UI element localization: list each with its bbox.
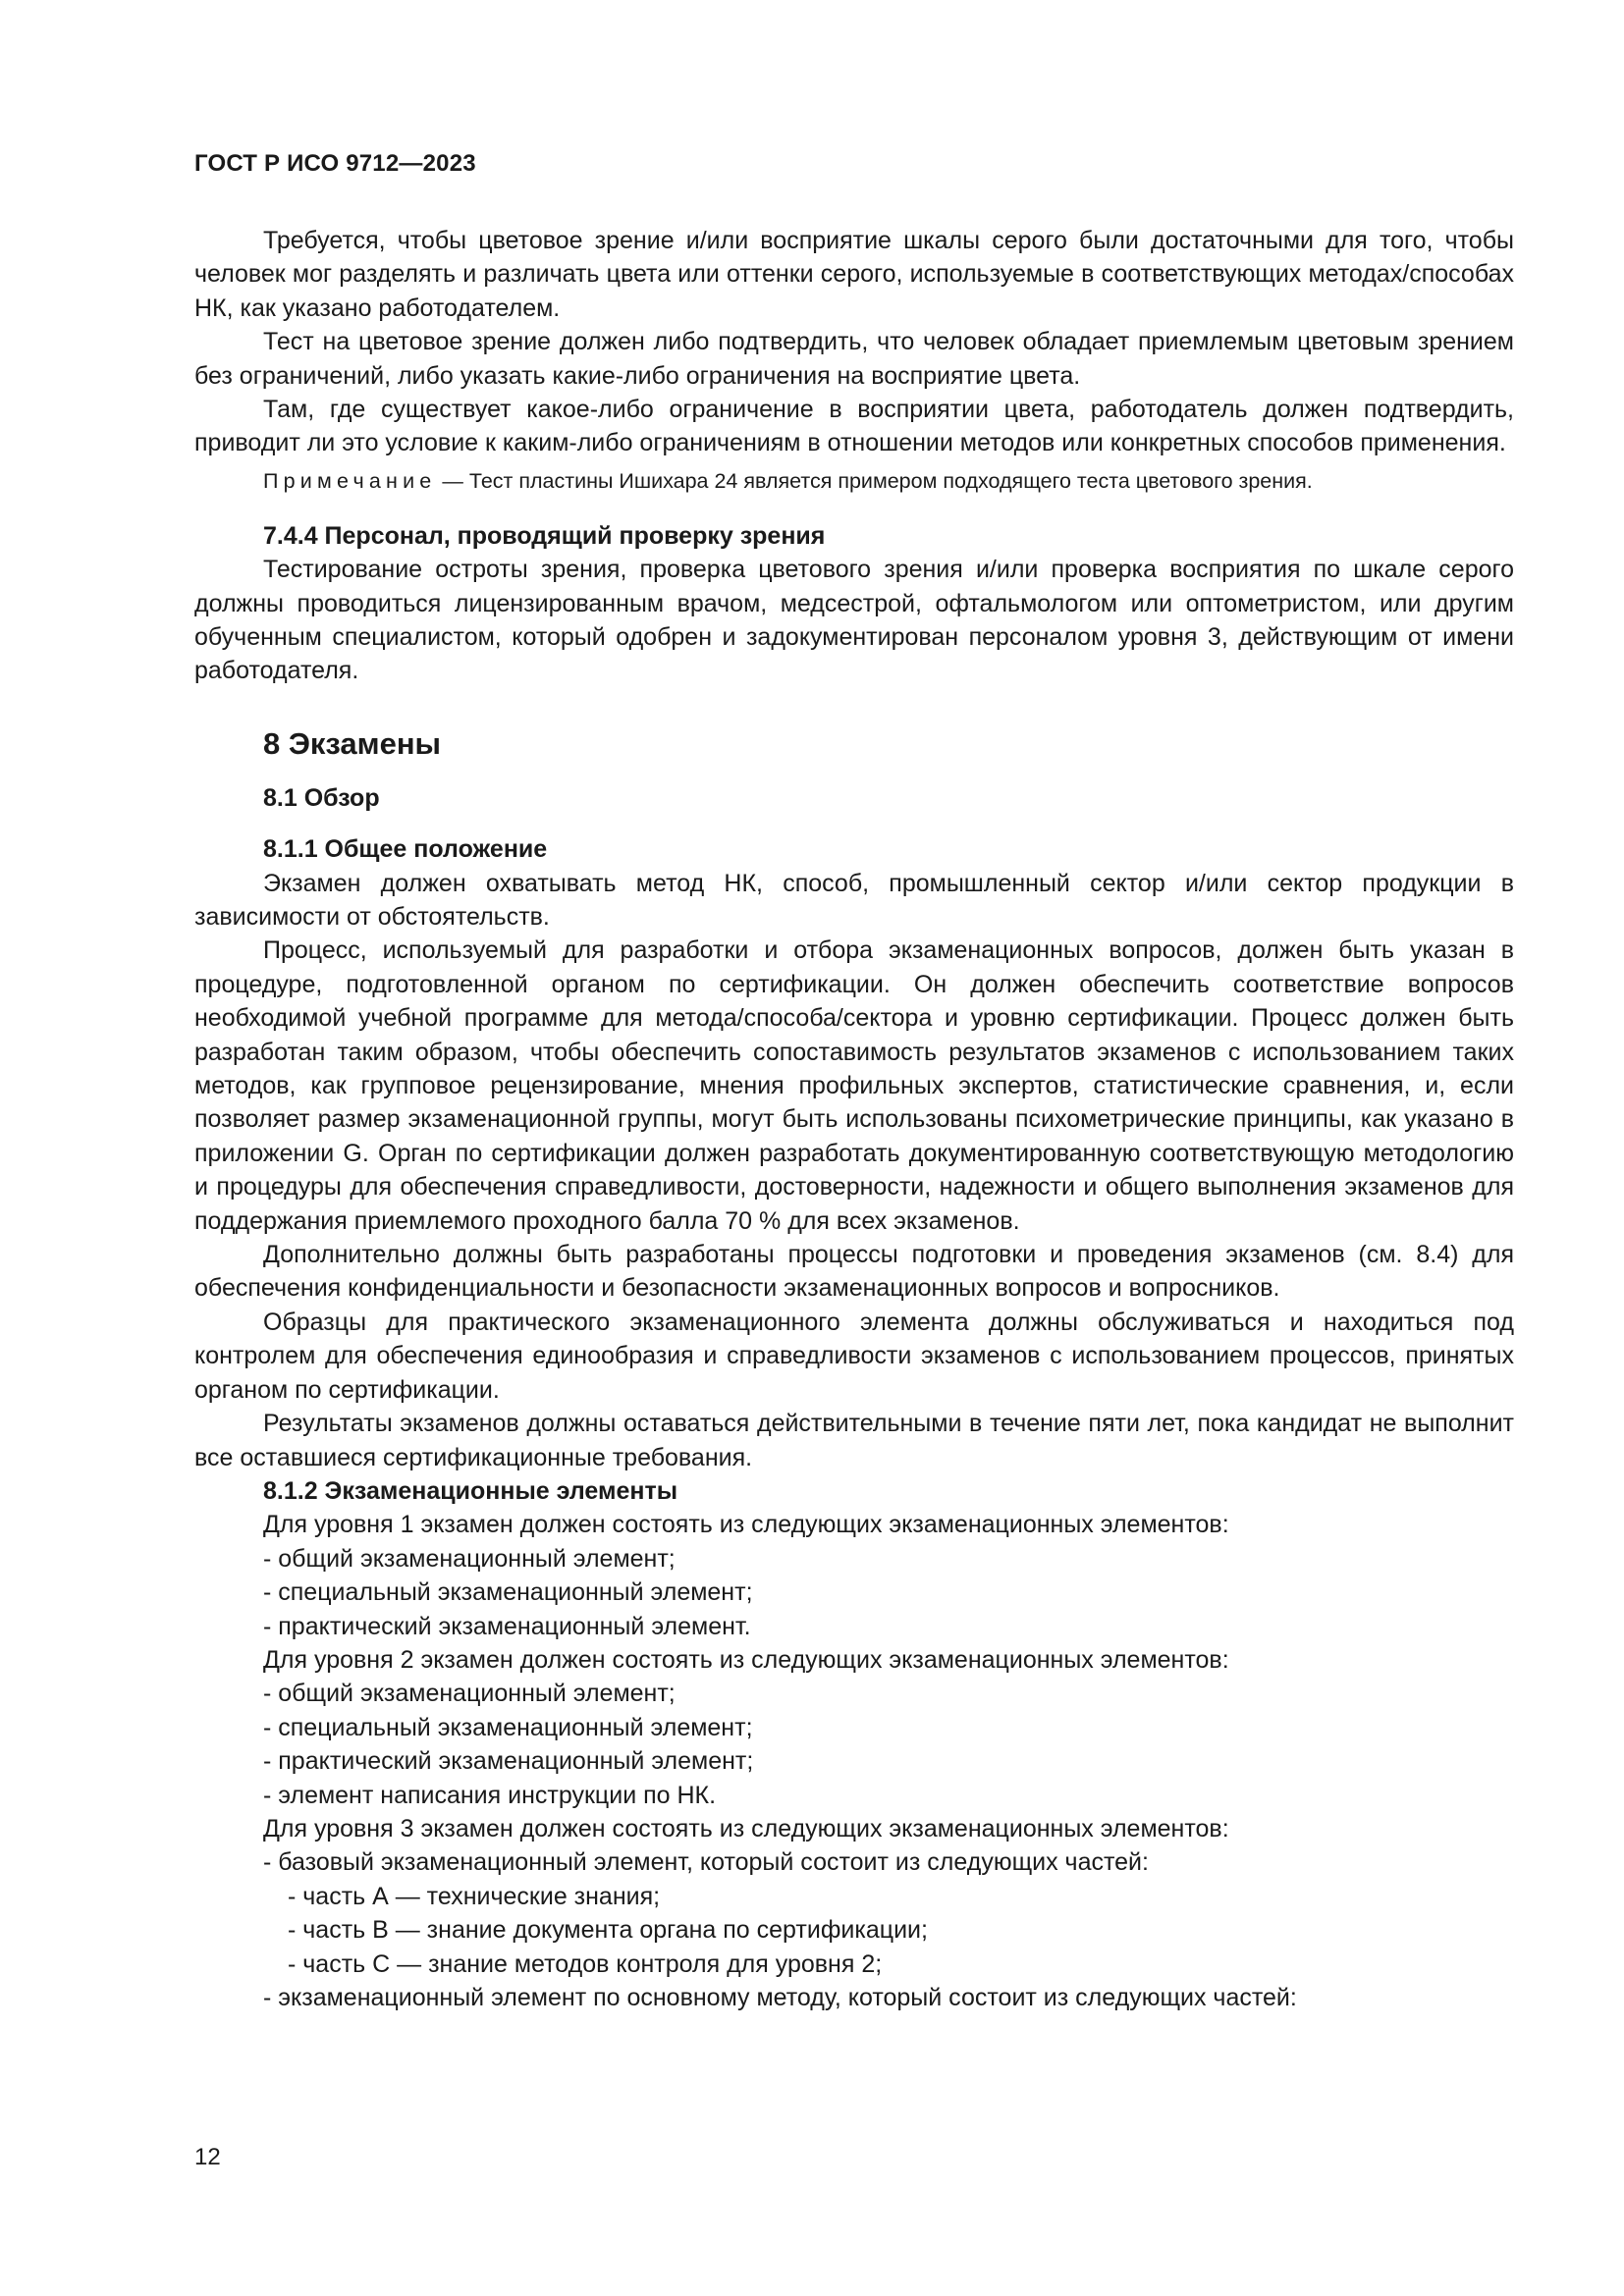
paragraph: Тестирование остроты зрения, проверка цветового зрения и/или проверка восприятия по шкале серого должны проводиться лицензированным врачом, медсестрой, офтальмологом или оптометристом, или другим обученным специалистом, который одобрен и задокументирован персоналом уровня 3, действующим от имени работодателя. — [194, 556, 1514, 685]
sub-list-item: - часть В — знание документа органа по сертификации; — [288, 1916, 928, 1945]
list-item: - экзаменационный элемент по основному методу, который состоит из следующих частей: — [263, 1984, 1297, 2011]
paragraph: Образцы для практического экзаменационного элемента должны обслуживаться и находиться под контролем для обеспечения единообразия и справедливости экзаменов с использованием процессов, принятых органом по сертификации. — [194, 1308, 1514, 1404]
level2-intro: Для уровня 2 экзамен должен состоять из следующих экзаменационных элементов: — [263, 1645, 1229, 1674]
page-number: 12 — [194, 2144, 221, 2170]
paragraph: Процесс, используемый для разработки и отбора экзаменационных вопросов, должен быть указан в процедуре, подготовленной органом по сертификации. Он должен обеспечить соответствие вопросов необходимой учебной программе для метода/способа/сектора и уровню сертификации. Процесс должен быть разработан таким образом, чтобы обеспечить сопоставимость результатов экзаменов с использованием таких методов, как групповое рецензирование, мнения профильных экспертов, статистические сравнения, и, если позволяет размер экзаменационной группы, могут быть использованы психометрические принципы, как указано в приложении G. Орган по сертификации должен разработать документированную соответствующую методологию и процедуры для обеспечения справедливости, достоверности, надежности и общего выполнения экзаменов для поддержания приемлемого проходного балла 70 % для всех экзаменов. — [194, 936, 1514, 1235]
list-item: - практический экзаменационный элемент. — [263, 1612, 751, 1640]
note-label: Примечание — [263, 468, 437, 493]
subsection-heading-8-1-1: 8.1.1 Общее положение — [263, 835, 548, 864]
note — [194, 464, 1514, 498]
subsection-heading-8-1: 8.1 Обзор — [263, 783, 380, 812]
list-item: - практический экзаменационный элемент; — [263, 1747, 754, 1776]
level1-intro: Для уровня 1 экзамен должен состоять из следующих экзаменационных элементов: — [263, 1511, 1229, 1539]
list-item: - общий экзаменационный элемент; — [263, 1544, 676, 1573]
list-item: - специальный экзаменационный элемент; — [263, 1578, 753, 1607]
paragraph: Результаты экзаменов должны оставаться действительными в течение пяти лет, пока кандидат не выполнит все оставшиеся сертификационные требования. — [194, 1410, 1514, 1471]
paragraph: Тест на цветовое зрение должен либо подтвердить, что человек обладает приемлемым цветовым зрением без ограничений, либо указать какие-либо ограничения на восприятие цвета. — [194, 328, 1514, 390]
list-item: - базовый экзаменационный элемент, который состоит из следующих частей: — [263, 1848, 1149, 1877]
sub-list-item: - часть С — знание методов контроля для уровня 2; — [288, 1949, 883, 1978]
sub-list-item: - часть А — технические знания; — [288, 1882, 661, 1910]
paragraph: Экзамен должен охватывать метод НК, способ, промышленный сектор и/или сектор продукции в зависимости от обстоятельств. — [194, 869, 1514, 931]
paragraph: Там, где существует какое-либо ограничение в восприятии цвета, работодатель должен подтвердить, приводит ли это условие к каким-либо ограничениям в отношении методов или конкретных способов применения. — [194, 396, 1514, 457]
list-item: - специальный экзаменационный элемент; — [263, 1713, 753, 1741]
subsection-heading-7-4-4: 7.4.4 Персонал, проводящий проверку зрения — [263, 521, 826, 550]
section-heading-8: 8 Экзамены — [263, 725, 442, 761]
list-item: - элемент написания инструкции по НК. — [263, 1781, 717, 1809]
paragraph: Дополнительно должны быть разработаны процессы подготовки и проведения экзаменов (см. 8.4) для обеспечения конфиденциальности и безопасности экзаменационных вопросов и вопросников. — [194, 1241, 1514, 1303]
document-header: ГОСТ Р ИСО 9712—2023 — [194, 150, 476, 177]
note-text: — Тест пластины Ишихара 24 является примером подходящего теста цветового зрения. — [436, 468, 1313, 493]
paragraph: Требуется, чтобы цветовое зрение и/или восприятие шкалы серого были достаточными для того, чтобы человек мог разделять и различать цвета или оттенки серого, используемые в соответствующих методах/способах НК, как указано работодателем. — [194, 227, 1514, 322]
subsection-heading-8-1-2: 8.1.2 Экзаменационные элементы — [263, 1476, 678, 1505]
list-item: - общий экзаменационный элемент; — [263, 1680, 676, 1708]
level3-intro: Для уровня 3 экзамен должен состоять из следующих экзаменационных элементов: — [263, 1814, 1229, 1842]
document-body — [194, 224, 1514, 2014]
